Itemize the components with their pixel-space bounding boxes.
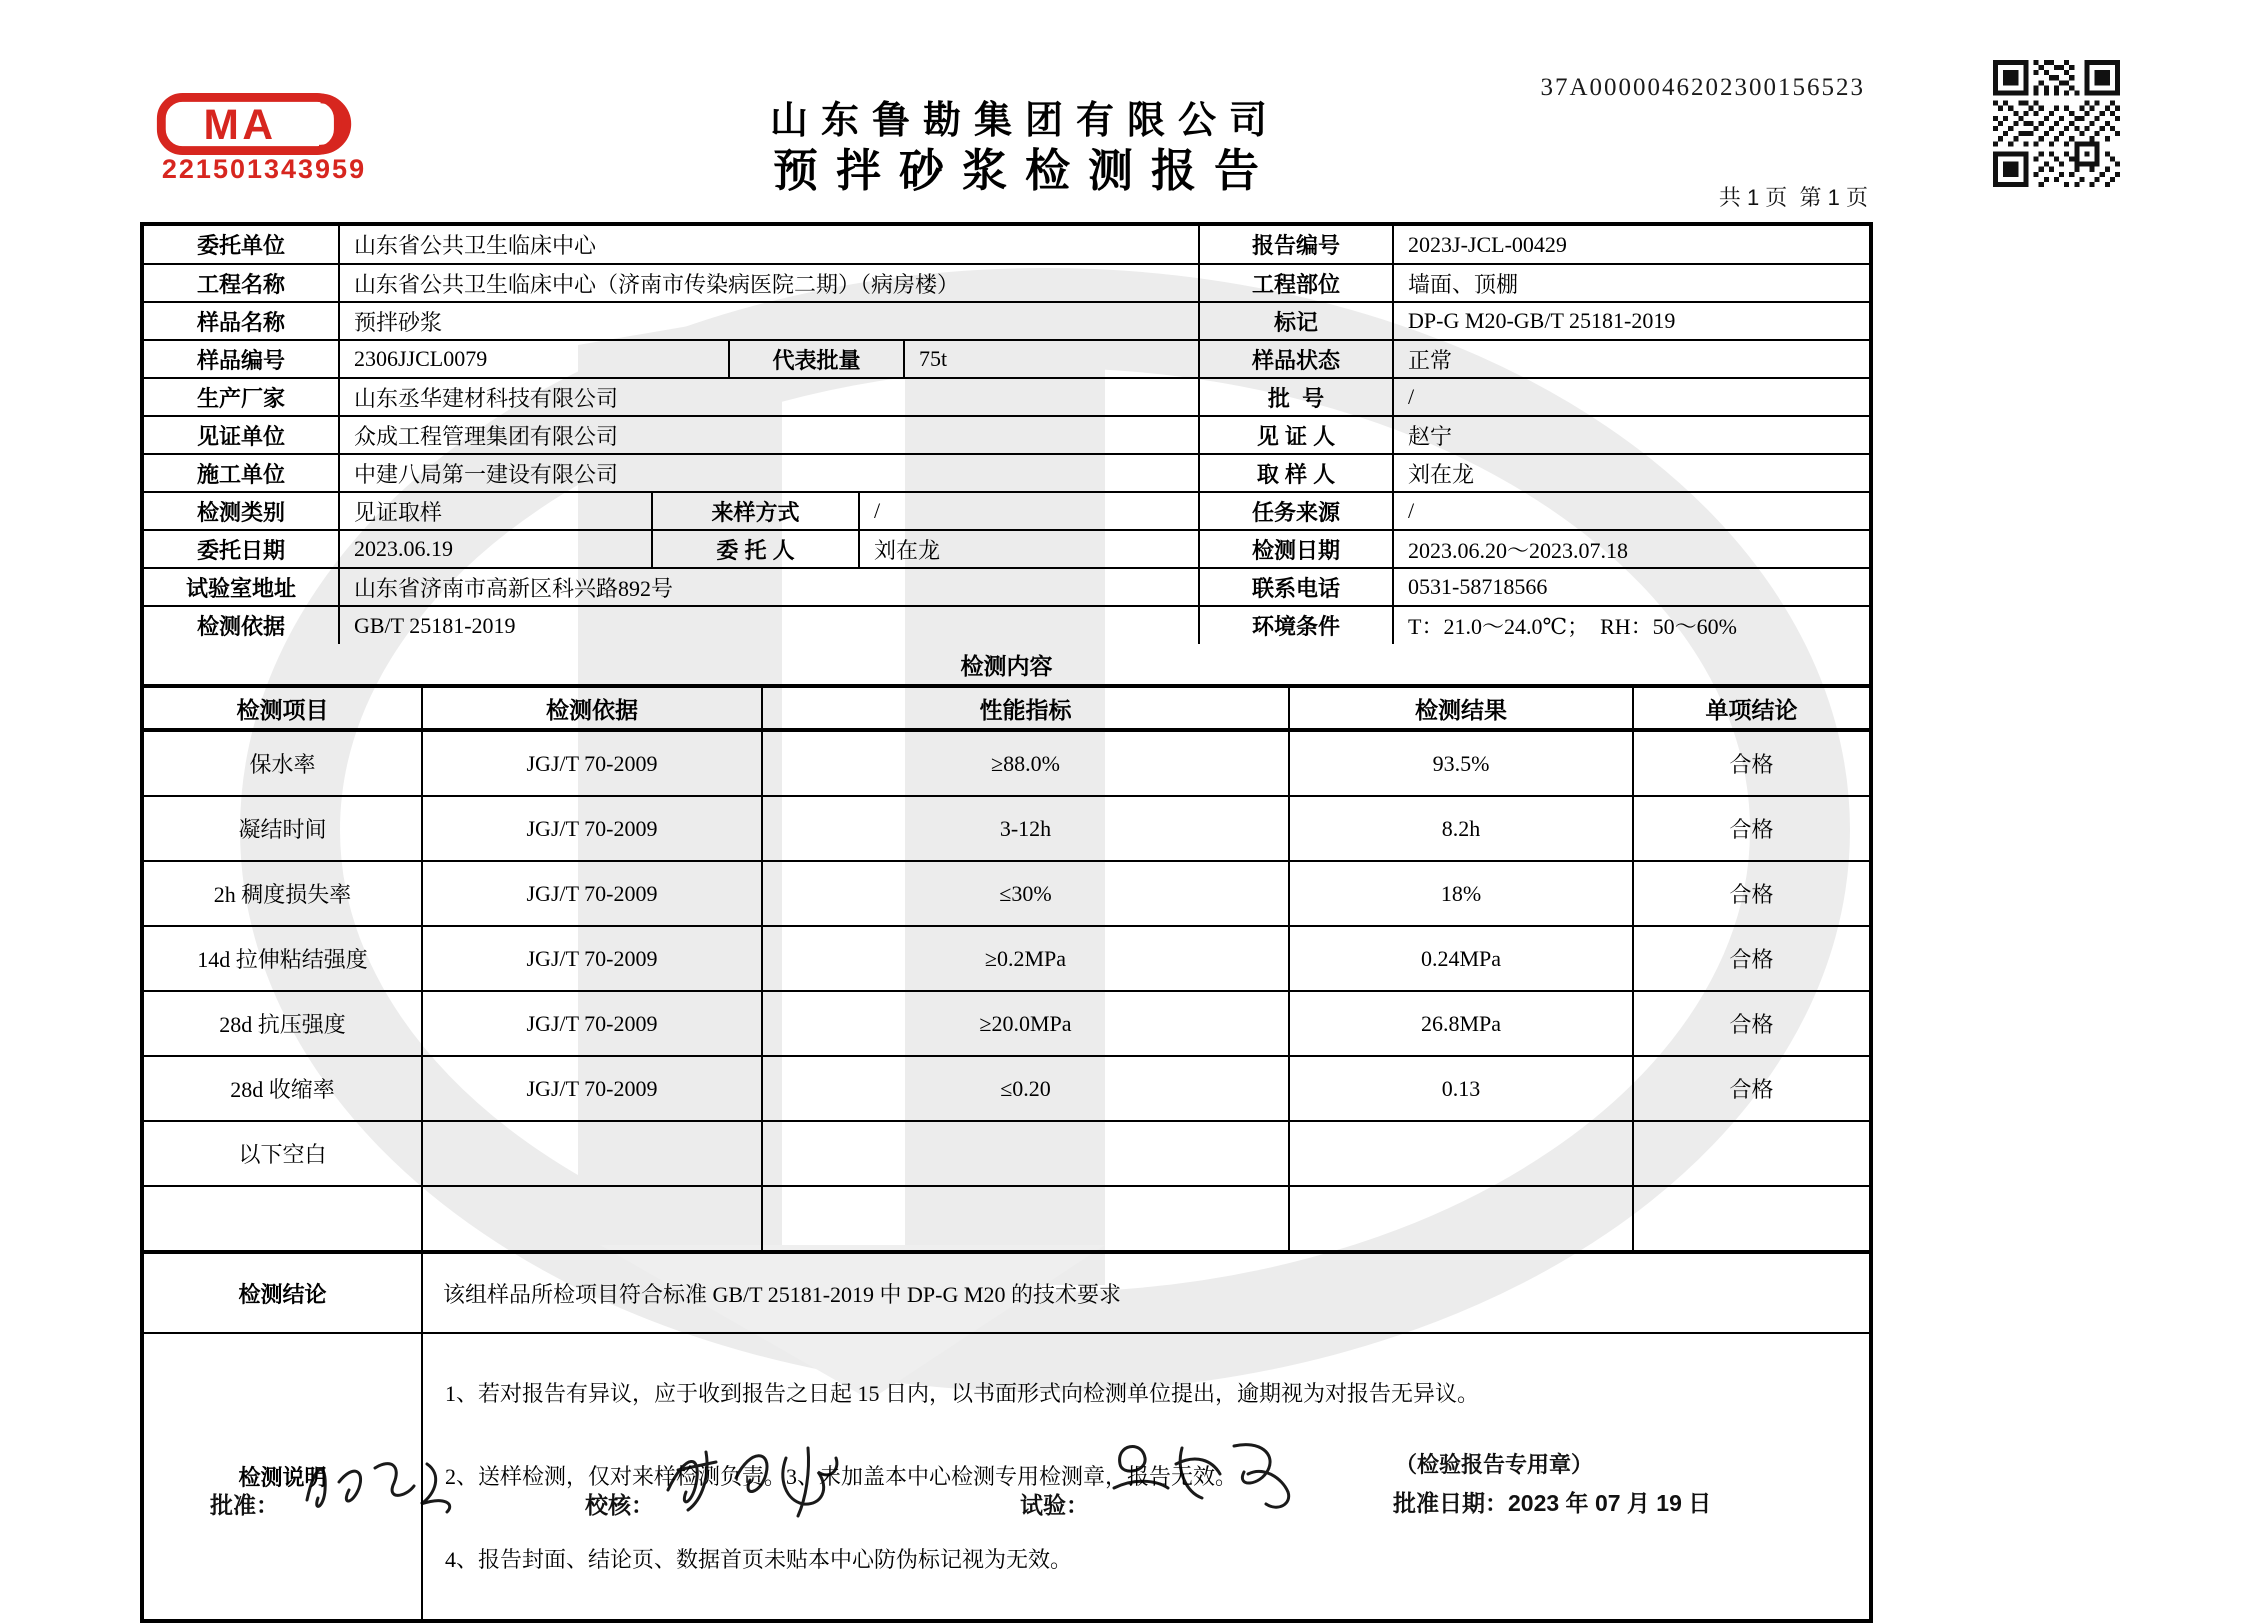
table-row xyxy=(144,644,1869,686)
field-value: 2023.06.19 xyxy=(339,530,652,568)
test-result xyxy=(1289,1186,1633,1252)
column-header: 性能指标 xyxy=(762,686,1289,730)
field-label: 检测日期 xyxy=(1199,530,1393,568)
test-item: 以下空白 xyxy=(144,1121,422,1186)
test-spec xyxy=(762,1121,1289,1186)
column-header: 检测依据 xyxy=(422,686,762,730)
test-item: 28d 收缩率 xyxy=(144,1056,422,1121)
field-value: 刘在龙 xyxy=(1393,454,1869,492)
test-item: 28d 抗压强度 xyxy=(144,991,422,1056)
test-result: 8.2h xyxy=(1289,796,1633,861)
field-label: 工程部位 xyxy=(1199,264,1393,302)
field-value: 75t xyxy=(904,340,1199,378)
table-row xyxy=(144,1121,1869,1186)
field-label: 联系电话 xyxy=(1199,568,1393,606)
cma-certificate-number: 221501343959 xyxy=(161,154,367,184)
test-spec: ≥88.0% xyxy=(762,730,1289,796)
test-spec xyxy=(762,1186,1289,1252)
test-spec: ≥20.0MPa xyxy=(762,991,1289,1056)
field-value: 预拌砂浆 xyxy=(339,302,1199,340)
field-label: 批 号 xyxy=(1199,378,1393,416)
table-row xyxy=(144,991,1869,1056)
field-label: 检测类别 xyxy=(144,492,339,530)
field-value: 2306JJCL0079 xyxy=(339,340,729,378)
notes-text xyxy=(422,1333,1869,1619)
field-label: 样品名称 xyxy=(144,302,339,340)
approve-label: 批准： xyxy=(210,1492,279,1518)
table-row xyxy=(144,730,1869,796)
field-value: 赵宁 xyxy=(1393,416,1869,454)
field-value: / xyxy=(1393,378,1869,416)
test-basis: JGJ/T 70-2009 xyxy=(422,1056,762,1121)
test-basis: JGJ/T 70-2009 xyxy=(422,796,762,861)
test-basis: JGJ/T 70-2009 xyxy=(422,730,762,796)
table-row xyxy=(144,264,1869,302)
company-name: 山东鲁勘集团有限公司 xyxy=(769,100,1280,142)
note-line: 2、送样检测，仅对来样检测负责。3、未加盖本中心检测专用检测章，报告无效。 xyxy=(445,1464,1238,1489)
test-result: 18% xyxy=(1289,861,1633,926)
notes-label: 检测说明 xyxy=(144,1333,422,1619)
field-label: 见 证 人 xyxy=(1199,416,1393,454)
section-title: 检测内容 xyxy=(144,644,1869,686)
page-count: 共 1 页 第 1 页 xyxy=(1718,185,1868,210)
test-spec: ≤0.20 xyxy=(762,1056,1289,1121)
field-label: 代表批量 xyxy=(729,340,904,378)
conclusion-text: 该组样品所检项目符合标准 GB/T 25181-2019 中 DP-G M20 的技术要求 xyxy=(422,1252,1869,1333)
test-verdict: 合格 xyxy=(1633,796,1869,861)
field-value: 众成工程管理集团有限公司 xyxy=(339,416,1199,454)
table-header-row xyxy=(144,686,1869,730)
field-label: 样品状态 xyxy=(1199,340,1393,378)
table-row xyxy=(144,302,1869,340)
field-value: GB/T 25181-2019 xyxy=(339,606,1199,644)
table-row xyxy=(144,340,1869,378)
test-verdict: 合格 xyxy=(1633,861,1869,926)
field-value: 刘在龙 xyxy=(859,530,1199,568)
test-verdict xyxy=(1633,1121,1869,1186)
test-item: 2h 稠度损失率 xyxy=(144,861,422,926)
field-value: 山东丞华建材科技有限公司 xyxy=(339,378,1199,416)
test-result: 0.24MPa xyxy=(1289,926,1633,991)
table-row xyxy=(144,1056,1869,1121)
field-value: / xyxy=(859,492,1199,530)
test-verdict xyxy=(1633,1186,1869,1252)
field-label: 试验室地址 xyxy=(144,568,339,606)
field-label: 委 托 人 xyxy=(652,530,859,568)
table-row xyxy=(144,378,1869,416)
field-label: 委托单位 xyxy=(144,226,339,264)
table-row xyxy=(144,416,1869,454)
table-row xyxy=(144,530,1869,568)
column-header: 单项结论 xyxy=(1633,686,1869,730)
test-result: 0.13 xyxy=(1289,1056,1633,1121)
field-value: 0531-58718566 xyxy=(1393,568,1869,606)
field-label: 标记 xyxy=(1199,302,1393,340)
sample-info-table xyxy=(144,226,1869,644)
test-result: 26.8MPa xyxy=(1289,991,1633,1056)
conclusion-label: 检测结论 xyxy=(144,1252,422,1333)
test-result xyxy=(1289,1121,1633,1186)
note-line: 4、报告封面、结论页、数据首页未贴本中心防伪标记视为无效。 xyxy=(445,1547,1073,1572)
svg-text:MA: MA xyxy=(203,102,277,150)
table-row xyxy=(144,861,1869,926)
test-basis xyxy=(422,1121,762,1186)
table-row xyxy=(144,492,1869,530)
field-value: 山东省公共卫生临床中心 xyxy=(339,226,1199,264)
test-result: 93.5% xyxy=(1289,730,1633,796)
field-value: 2023.06.20～2023.07.18 xyxy=(1393,530,1869,568)
table-row xyxy=(144,606,1869,644)
page-title: 预拌砂浆检测报告 xyxy=(772,145,1277,196)
test-spec: 3-12h xyxy=(762,796,1289,861)
qr-code xyxy=(1993,60,2120,187)
table-row xyxy=(144,454,1869,492)
test-spec: ≤30% xyxy=(762,861,1289,926)
test-verdict: 合格 xyxy=(1633,991,1869,1056)
approve-date: 批准日期：2023 年 07 月 19 日 xyxy=(1393,1490,1712,1516)
field-label: 见证单位 xyxy=(144,416,339,454)
seal-note: （检验报告专用章） xyxy=(1395,1452,1594,1477)
field-label: 施工单位 xyxy=(144,454,339,492)
notes-row xyxy=(144,1333,1869,1619)
field-value: 山东省济南市高新区科兴路892号 xyxy=(339,568,1199,606)
conclusion-row xyxy=(144,1252,1869,1333)
test-verdict: 合格 xyxy=(1633,926,1869,991)
report-header xyxy=(425,100,1625,196)
test-basis: JGJ/T 70-2009 xyxy=(422,861,762,926)
table-row xyxy=(144,796,1869,861)
table-row xyxy=(144,1186,1869,1252)
test-verdict: 合格 xyxy=(1633,730,1869,796)
test-verdict: 合格 xyxy=(1633,1056,1869,1121)
check-label: 校核： xyxy=(585,1492,654,1518)
field-value: 中建八局第一建设有限公司 xyxy=(339,454,1199,492)
test-item xyxy=(144,1186,422,1252)
test-item: 凝结时间 xyxy=(144,796,422,861)
table-row xyxy=(144,226,1869,264)
cma-logo xyxy=(156,92,364,156)
field-label: 取 样 人 xyxy=(1199,454,1393,492)
field-label: 报告编号 xyxy=(1199,226,1393,264)
table-row xyxy=(144,926,1869,991)
field-label: 环境条件 xyxy=(1199,606,1393,644)
test-item: 14d 拉伸粘结强度 xyxy=(144,926,422,991)
field-value: 见证取样 xyxy=(339,492,652,530)
field-label: 委托日期 xyxy=(144,530,339,568)
table-row xyxy=(144,568,1869,606)
report-body xyxy=(140,222,1873,1623)
field-label: 样品编号 xyxy=(144,340,339,378)
test-spec: ≥0.2MPa xyxy=(762,926,1289,991)
test-label: 试验： xyxy=(1020,1492,1089,1518)
field-value: / xyxy=(1393,492,1869,530)
test-results-table xyxy=(144,644,1869,1619)
test-item: 保水率 xyxy=(144,730,422,796)
field-value: 2023J-JCL-00429 xyxy=(1393,226,1869,264)
field-label: 检测依据 xyxy=(144,606,339,644)
test-basis: JGJ/T 70-2009 xyxy=(422,991,762,1056)
test-basis: JGJ/T 70-2009 xyxy=(422,926,762,991)
field-label: 生产厂家 xyxy=(144,378,339,416)
field-label: 任务来源 xyxy=(1199,492,1393,530)
field-label: 工程名称 xyxy=(144,264,339,302)
field-value: DP-G M20-GB/T 25181-2019 xyxy=(1393,302,1869,340)
field-value: 山东省公共卫生临床中心（济南市传染病医院二期）（病房楼） xyxy=(339,264,1199,302)
field-value: 正常 xyxy=(1393,340,1869,378)
column-header: 检测结果 xyxy=(1289,686,1633,730)
field-label: 来样方式 xyxy=(652,492,859,530)
column-header: 检测项目 xyxy=(144,686,422,730)
note-line: 1、若对报告有异议，应于收到报告之日起 15 日内，以书面形式向检测单位提出，逾期视为对报告无异议。 xyxy=(445,1381,1480,1406)
test-basis xyxy=(422,1186,762,1252)
anti-counterfeit-serial: 37A0000046202300156523 xyxy=(1540,74,1865,101)
field-value: T：21.0～24.0℃； RH：50～60% xyxy=(1393,606,1869,644)
field-value: 墙面、顶棚 xyxy=(1393,264,1869,302)
